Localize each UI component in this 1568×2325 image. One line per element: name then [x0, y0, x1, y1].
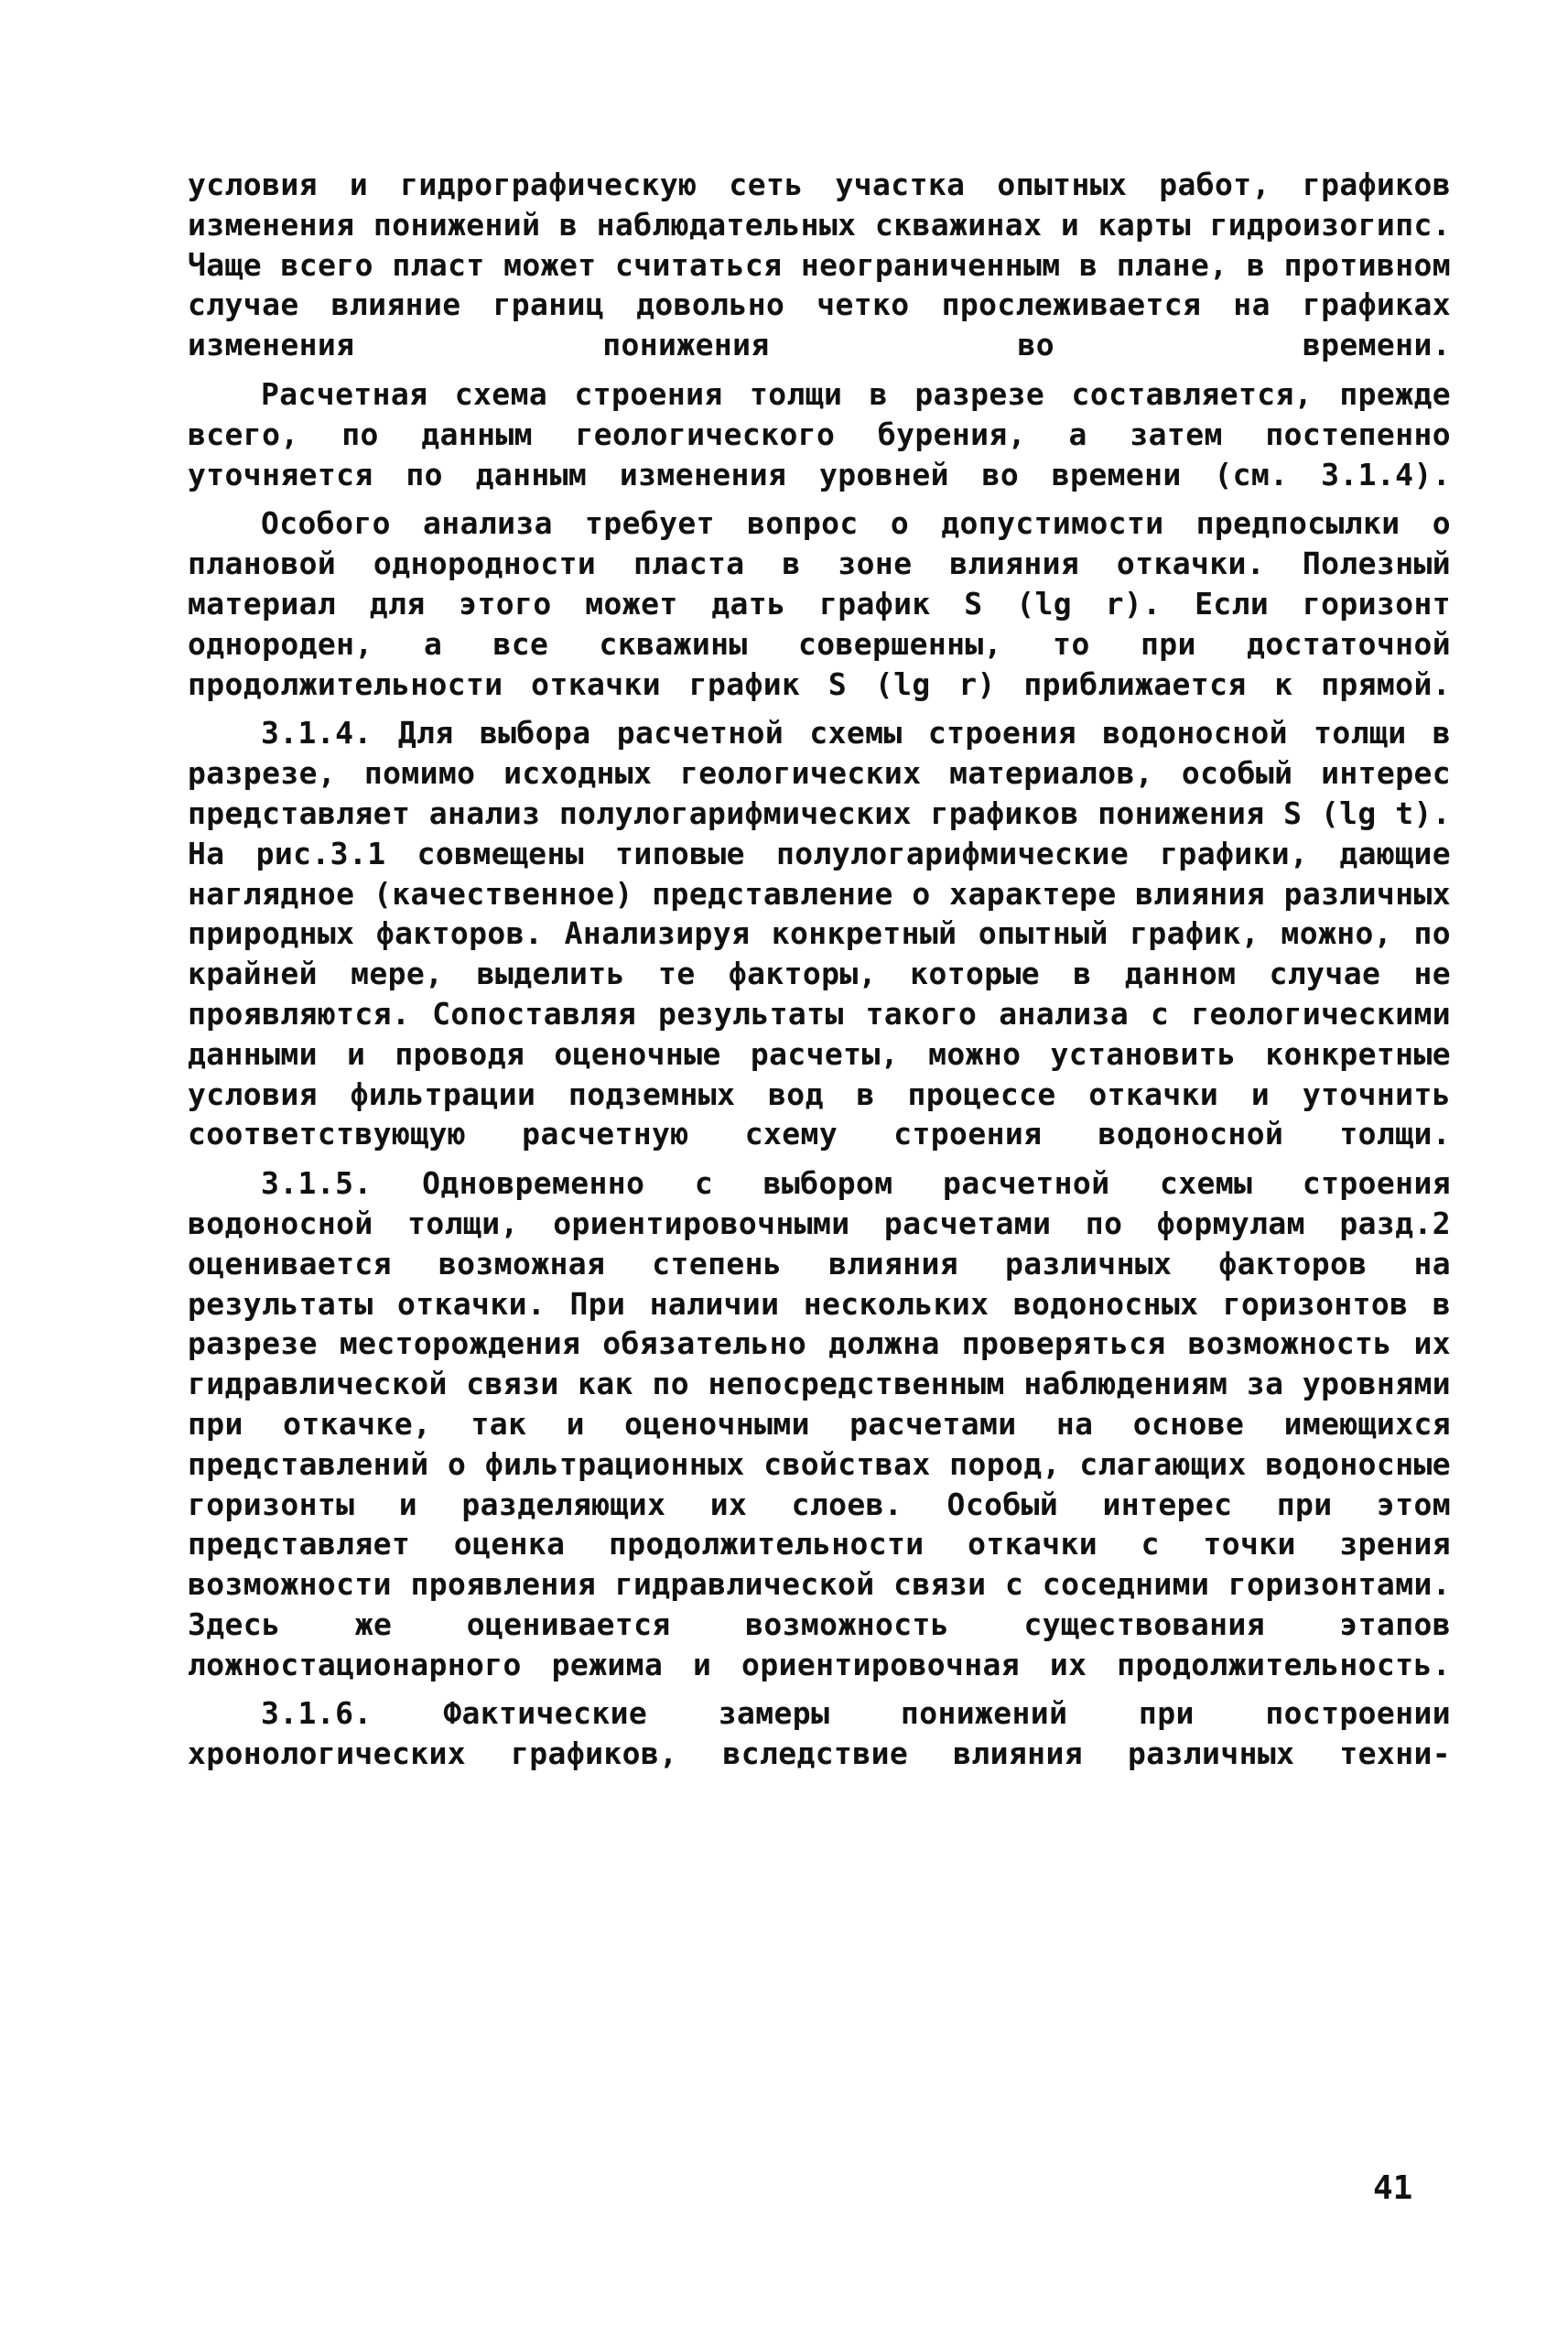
paragraph-2: Расчетная схема строения толщи в разрезе составляется, прежде всего, по данным геологического бурения, а затем постепенно уточняется по данным изменения уровней во времени (см. 3.1.4). [188, 375, 1451, 492]
paragraph-4: 3.1.4. Для выбора расчетной схемы строения водоносной толщи в разрезе, помимо исходных геологических материалов, особый интерес представляет анализ полулогарифмических графиков понижения S (lg t). На рис.3.1 совмещены типовые полулогарифмические графики, дающие наглядное (качественное) представление о характере влияния различных природных факторов. Анализируя конкретный опытный график, можно, по крайней мере, выделить те факторы, которые в данном случае не проявляются. Сопоставляя результаты такого анализа с геологическими данными и проводя оценочные расчеты, можно установить конкретные условия фильтрации подземных вод в процессе откачки и уточнить соответствующую расчетную схему строения водоносной толщи. [188, 715, 1451, 1152]
document-page [188, 165, 1451, 1783]
page-number: 41 [1373, 2169, 1413, 2207]
paragraph-1: условия и гидрографическую сеть участка опытных работ, графиков изменения понижений в наблюдательных скважинах и карты гидроизогипс. Чаще всего пласт может считаться неограниченным в плане, в противном случае влияние границ довольно четко прослеживается на графиках изменения понижения во времени. [188, 167, 1451, 363]
paragraph-3: Особого анализа требует вопрос о допустимости предпосылки о плановой однородности пласта в зоне влияния откачки. Полезный материал для этого может дать график S (lg r). Если горизонт однороден, а все скважины совершенны, то при достаточной продолжительности откачки график S (lg r) приближается к прямой. [188, 505, 1451, 702]
paragraph-6: 3.1.6. Фактические замеры понижений при построении хронологических графиков, вследствие влияния различных техни- [188, 1695, 1451, 1772]
paragraph-5: 3.1.5. Одновременно с выбором расчетной схемы строения водоносной толщи, ориентировочными расчетами по формулам разд.2 оценивается возможная степень влияния различных факторов на результаты откачки. При наличии нескольких водоносных горизонтов в разрезе месторождения обязательно должна проверяться возможность их гидравлической связи как по непосредственным наблюдениям за уровнями при откачке, так и оценочными расчетами на основе имеющихся представлений о фильтрационных свойствах пород, слагающих водоносные горизонты и разделяющих их слоев. Особый интерес при этом представляет оценка продолжительности откачки с точки зрения возможности проявления гидравлической связи с соседними горизонтами. Здесь же оценивается возможность существования этапов ложностационарного режима и ориентировочная их продолжительность. [188, 1165, 1451, 1682]
